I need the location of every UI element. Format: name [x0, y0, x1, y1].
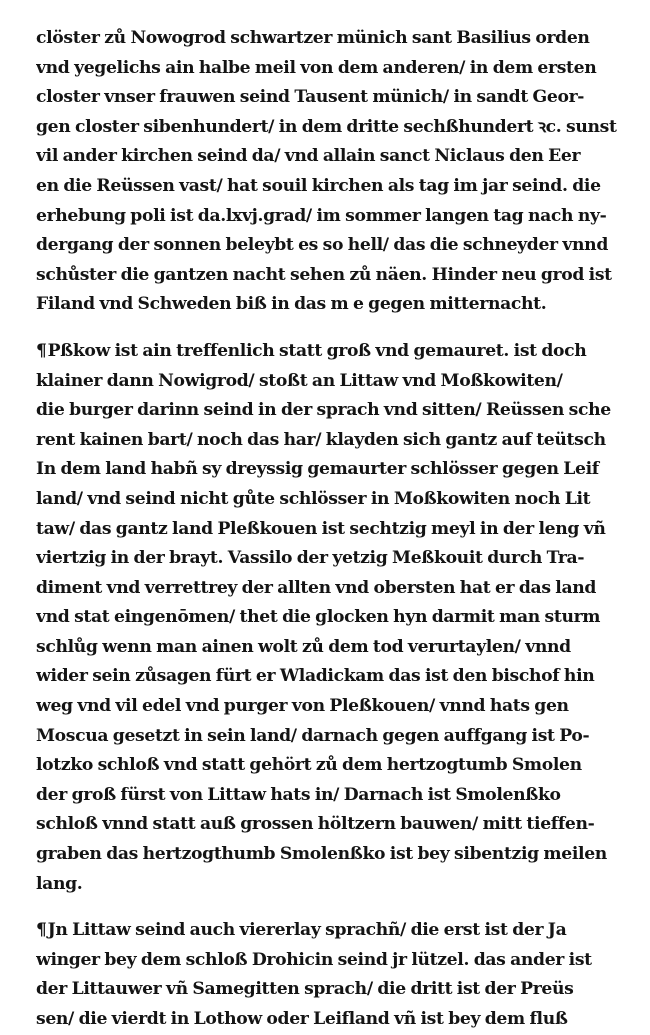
line-text: Pßkow ist ain treffenlich statt groß vnd gemauret. ist doch — [47, 340, 587, 361]
line-text: viertzig in der brayt. Vassilo der yetzig Meßkouit durch Tra- — [36, 548, 585, 569]
line-text: lang. — [36, 873, 83, 894]
line-text: taw/ das gantz land Pleßkouen ist sechtzig meyl in der leng vñ — [36, 518, 606, 539]
text-line — [36, 870, 620, 900]
text-line — [36, 916, 620, 946]
line-text: vil ander kirchen seind da/ vnd allain sanct Niclaus den Eer — [36, 146, 581, 167]
text-line — [36, 544, 620, 574]
line-text: rent kainen bart/ noch das har/ klayden sich gantz auf teütsch — [36, 429, 606, 450]
text-line — [36, 396, 620, 426]
line-text: land/ vnd seind nicht gůte schlösser in Moßkowiten noch Lit — [36, 488, 591, 509]
text-line — [36, 603, 620, 633]
line-text: clöster zů Nowogrod schwartzer münich sant Basilius orden — [36, 28, 590, 48]
text-line — [36, 231, 620, 261]
line-text: der groß fürst von Littaw hats in/ Darnach ist Smolenßko — [36, 784, 561, 805]
line-text: klainer dann Nowigrod/ stoßt an Littaw vnd Moßkowiten/ — [36, 370, 563, 391]
line-text: weg vnd vil edel vnd purger von Pleßkouen/ vnnd hats gen — [36, 696, 569, 717]
pilcrow-mark: ¶ — [36, 340, 47, 361]
text-line — [36, 202, 620, 232]
line-text: vnd yegelichs ain halbe meil von dem anderen/ in dem ersten — [36, 57, 597, 78]
line-text: Jn Littaw seind auch viererlay sprachñ/ die erst ist der Ja — [47, 920, 567, 941]
text-line — [36, 781, 620, 811]
line-text: gen closter sibenhundert/ in dem dritte sechßhundert ꝛc. sunst — [36, 116, 617, 137]
text-line — [36, 485, 620, 515]
text-line — [36, 83, 620, 113]
text-line — [36, 751, 620, 781]
text-line — [36, 810, 620, 840]
text-line — [36, 840, 620, 870]
text-line — [36, 113, 620, 143]
text-line — [36, 142, 620, 172]
line-text: graben das hertzogthumb Smolenßko ist bey sibentzig meilen — [36, 844, 607, 865]
text-line — [36, 515, 620, 545]
text-line — [36, 722, 620, 752]
text-line — [36, 24, 620, 54]
line-text: vnd stat eingenōmen/ thet die glocken hyn darmit man sturm — [36, 607, 601, 628]
text-line — [36, 337, 620, 367]
line-text: schloß vnnd statt auß grossen höltzern bauwen/ mitt tieffen- — [36, 814, 595, 835]
line-text: die burger darinn seind in der sprach vnd sitten/ Reüssen sche — [36, 400, 611, 421]
line-text: In dem land habñ sy dreyssig gemaurter schlösser gegen Leif — [36, 459, 599, 480]
text-line — [36, 290, 620, 320]
line-text: erhebung poli ist da.lxvj.grad/ im sommer langen tag nach ny- — [36, 205, 607, 226]
line-text: dergang der sonnen beleybt es so hell/ das die schneyder vnnd — [36, 235, 608, 256]
line-text: lotzko schloß vnd statt gehört zů dem hertzogtumb Smolen — [36, 755, 582, 776]
line-text: diment vnd verrettrey der allten vnd obersten hat er das land — [36, 577, 597, 598]
text-line — [36, 1005, 620, 1035]
text-line — [36, 172, 620, 202]
line-text: der Littauwer vñ Samegitten sprach/ die dritt ist der Preüs — [36, 979, 574, 1000]
text-line — [36, 455, 620, 485]
paragraph-2 — [36, 337, 620, 899]
text-line — [36, 975, 620, 1005]
line-text: Filand vnd Schweden biß in das m e gegen mitternacht. — [36, 294, 547, 315]
line-text: schůster die gantzen nacht sehen zů näen. Hinder neu grod ist — [36, 264, 612, 285]
line-text: schlůg wenn man ainen wolt zů dem tod verurtaylen/ vnnd — [36, 636, 571, 657]
text-line — [36, 633, 620, 663]
text-body — [36, 24, 620, 1035]
text-line — [36, 54, 620, 84]
line-text: wider sein zůsagen fürt er Wladickam das ist den bischof hin — [36, 666, 595, 687]
pilcrow-mark: ¶ — [36, 920, 47, 941]
text-line — [36, 426, 620, 456]
text-line — [36, 574, 620, 604]
text-line — [36, 261, 620, 291]
text-line — [36, 367, 620, 397]
line-text: en die Reüssen vast/ hat souil kirchen als tag im jar seind. die — [36, 175, 601, 196]
line-text: winger bey dem schloß Drohicin seind jr lützel. das ander ist — [36, 949, 592, 970]
text-line — [36, 662, 620, 692]
paragraph-3 — [36, 916, 620, 1034]
text-line — [36, 692, 620, 722]
text-line — [36, 946, 620, 976]
line-text: Moscua gesetzt in sein land/ darnach gegen auffgang ist Po- — [36, 725, 590, 746]
line-text: sen/ die vierdt in Lothow oder Leifland vñ ist bey dem fluß — [36, 1009, 568, 1029]
line-text: closter vnser frauwen seind Tausent münich/ in sandt Geor- — [36, 87, 585, 108]
paragraph-1 — [36, 24, 620, 320]
